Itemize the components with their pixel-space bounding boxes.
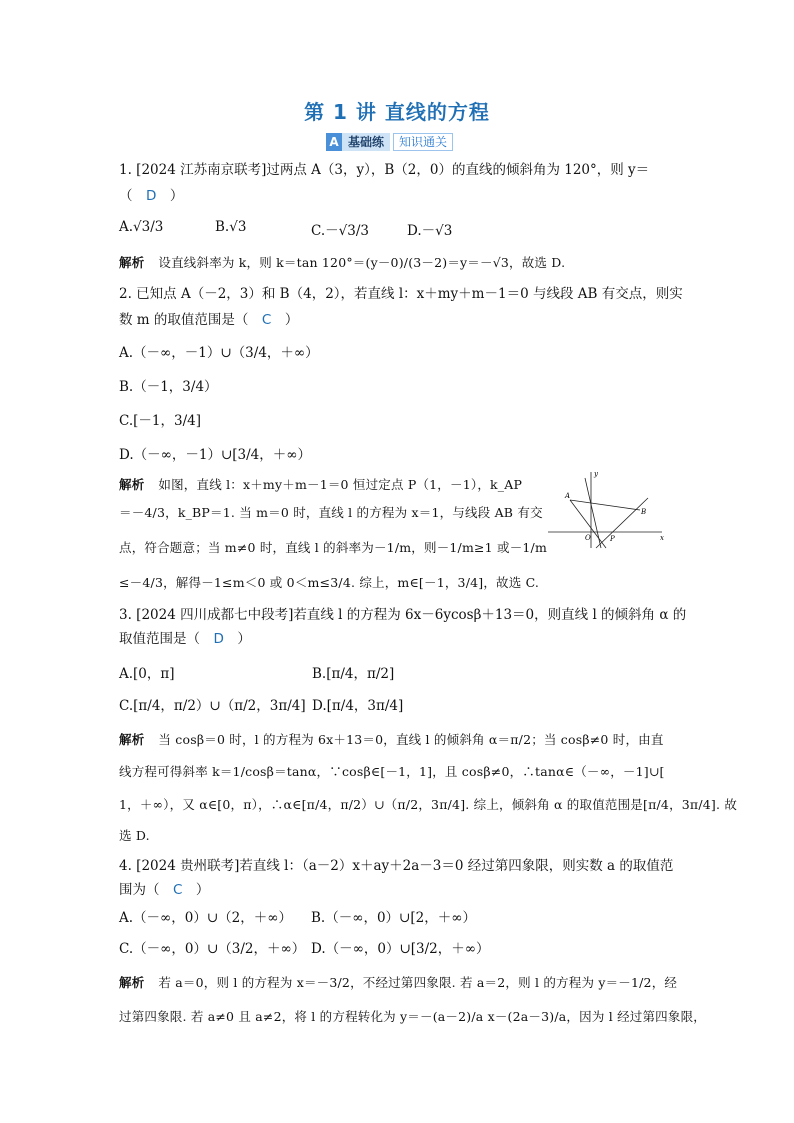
q1-stem-2 bbox=[119, 186, 679, 206]
line-bp bbox=[596, 498, 648, 548]
q1-option-c: C.－√3/3 bbox=[311, 223, 369, 239]
q2-stem: 2. 已知点 A（－2，3）和 B（4，2），若直线 l：x＋my＋m－1＝0 与线段 AB 有交点，则实 bbox=[119, 286, 683, 302]
q2-answer: C bbox=[261, 312, 272, 328]
q3-option-d: D.[π/4，3π/4] bbox=[312, 698, 404, 714]
q2-solution-3: 点，符合题意；当 m≠0 时，直线 l 的斜率为－1/m，则－1/m≥1 或－1/m bbox=[119, 540, 548, 555]
q4-solution-2: 过第四象限. 若 a≠0 且 a≠2，将 l 的方程转化为 y＝－(a－2)/a x－(2a－3)/a，因为 l 经过第四象限， bbox=[119, 1009, 706, 1024]
q2-option-c: C.[－1，3/4] bbox=[119, 413, 201, 429]
q4-paren: 围为（ bbox=[119, 882, 173, 898]
q4-solution-1 bbox=[119, 973, 679, 993]
q3-solution-text: 当 cosβ＝0 时，l 的方程为 6x＋13＝0，直线 l 的倾斜角 α＝π/2；当 cosβ≠0 时，由直 bbox=[158, 732, 664, 747]
q3-option-a: A.[0，π] bbox=[119, 666, 175, 682]
q3-solution-3: 1，＋∞），又 α∈[0，π），∴α∈[π/4，π/2）∪（π/2，3π/4]. 综上，倾斜角 α 的取值范围是[π/4，3π/4]. 故 bbox=[119, 797, 738, 812]
q3-paren-close: ） bbox=[223, 631, 251, 647]
segment-ab bbox=[570, 500, 640, 510]
q4-option-b: B.（－∞，0）∪[2，＋∞） bbox=[311, 910, 476, 926]
solution-label: 解析 bbox=[119, 975, 145, 990]
q2-solution-1 bbox=[119, 475, 539, 495]
q2-option-a: A.（－∞，－1）∪（3/4，＋∞） bbox=[119, 345, 319, 361]
q2-solution-4: ≤－4/3，解得－1≤m＜0 或 0＜m≤3/4. 综上，m∈[－1，3/4]，故选 C. bbox=[119, 575, 540, 590]
origin-label: O bbox=[585, 534, 591, 542]
solution-label: 解析 bbox=[119, 732, 145, 747]
q1-answer: D bbox=[146, 188, 157, 204]
q3-solution-4: 选 D. bbox=[119, 828, 150, 843]
q4-stem: 4. [2024 贵州联考]若直线 l：（a－2）x＋ay＋2a－3＝0 经过第四象限，则实数 a 的取值范 bbox=[119, 858, 674, 874]
x-axis-label: x bbox=[660, 534, 664, 542]
page-title: 第 1 讲 直线的方程 bbox=[304, 100, 490, 124]
q2-solution-2: ＝－4/3，k_BP＝1. 当 m＝0 时，直线 l 的方程为 x＝1，与线段 AB 有交 bbox=[119, 505, 543, 520]
level-badge bbox=[326, 133, 453, 151]
solution-label: 解析 bbox=[119, 255, 145, 270]
q1-solution-text: 设直线斜率为 k，则 k＝tan 120°＝(y－0)/(3－2)＝y＝－√3，故选 D. bbox=[158, 255, 566, 270]
badge-letter: A bbox=[326, 133, 342, 151]
q3-solution-1 bbox=[119, 730, 679, 750]
q1-option-b: B.√3 bbox=[215, 219, 247, 235]
q3-stem: 3. [2024 四川成都七中段考]若直线 l 的方程为 6x－6ycosβ＋13＝0，则直线 l 的倾斜角 α 的 bbox=[119, 607, 687, 623]
q3-option-c: C.[π/4，π/2）∪（π/2，3π/4] bbox=[119, 698, 306, 714]
q1-paren-close: ） bbox=[156, 188, 184, 204]
q1-option-a: A.√3/3 bbox=[119, 219, 164, 235]
badge-topic: 知识通关 bbox=[393, 133, 453, 151]
q3-answer: D bbox=[213, 631, 224, 647]
q2-stem-2 bbox=[119, 310, 679, 330]
point-a-label: A bbox=[565, 492, 571, 500]
point-p-label: P bbox=[610, 535, 615, 543]
q1-stem: 1. [2024 江苏南京联考]过两点 A（3，y），B（2，0）的直线的倾斜角为 120°，则 y＝ bbox=[119, 162, 650, 178]
q4-paren-close: ） bbox=[182, 882, 210, 898]
q4-option-d: D.（－∞，0）∪[3/2，＋∞） bbox=[311, 941, 490, 957]
q3-solution-2: 线方程可得斜率 k＝1/cosβ＝tanα，∵cosβ∈[－1，1]，且 cosβ≠0，∴tanα∈（－∞，－1]∪[ bbox=[119, 764, 665, 779]
solution-label: 解析 bbox=[119, 477, 145, 492]
q2-option-d: D.（－∞，－1）∪[3/4，＋∞） bbox=[119, 447, 312, 463]
badge-level: 基础练 bbox=[342, 133, 390, 151]
q1-solution bbox=[119, 253, 679, 273]
q1-option-d: D.－√3 bbox=[407, 223, 453, 239]
q3-option-b: B.[π/4，π/2] bbox=[312, 666, 395, 682]
point-b-label: B bbox=[641, 508, 647, 516]
q3-stem-2 bbox=[119, 629, 679, 649]
q2-paren-close: ） bbox=[271, 312, 299, 328]
q4-answer: C bbox=[173, 882, 183, 898]
q4-option-a: A.（－∞，0）∪（2，＋∞） bbox=[119, 910, 293, 926]
q4-stem-2 bbox=[119, 880, 679, 900]
q4-option-c: C.（－∞，0）∪（3/2，＋∞） bbox=[119, 941, 306, 957]
coordinate-figure bbox=[544, 468, 668, 550]
q2-solution-text: 如图，直线 l：x＋my＋m－1＝0 恒过定点 P（1，－1），k_AP bbox=[158, 477, 523, 492]
y-axis-label: y bbox=[594, 470, 598, 478]
q4-solution-text: 若 a＝0，则 l 的方程为 x＝－3/2，不经过第四象限. 若 a＝2，则 l 的方程为 y＝－1/2，经 bbox=[158, 975, 678, 990]
q2-paren: 数 m 的取值范围是（ bbox=[119, 312, 262, 328]
q1-paren: （ bbox=[119, 188, 146, 204]
q2-option-b: B.（－1，3/4） bbox=[119, 379, 218, 395]
q3-paren: 取值范围是（ bbox=[119, 631, 214, 647]
